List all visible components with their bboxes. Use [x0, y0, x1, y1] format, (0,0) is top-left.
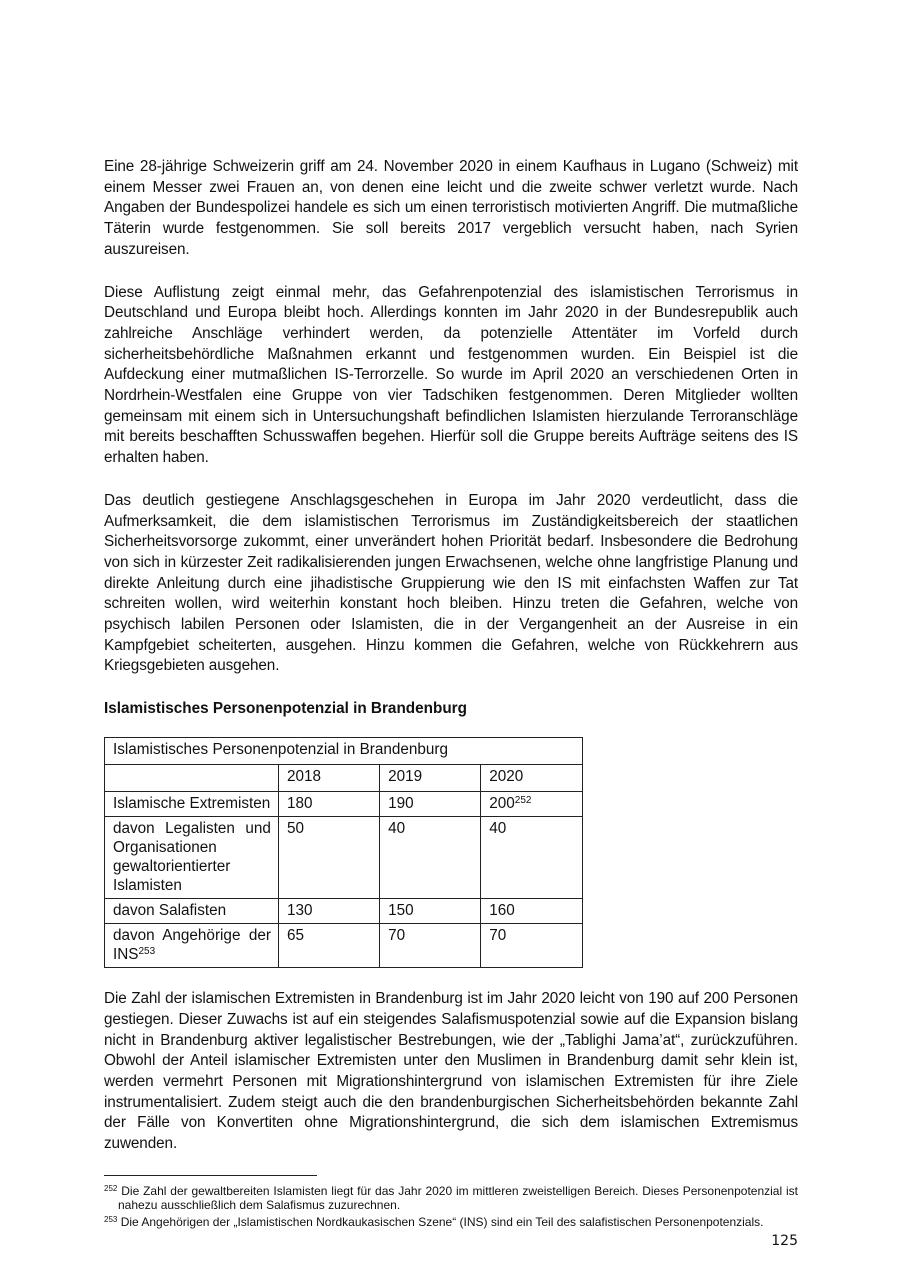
table-row-label — [105, 899, 279, 924]
paragraph-europe-attacks: Das deutlich gestiegene Anschlagsgeschehen in Europa im Jahr 2020 verdeutlicht, dass die Aufmerksamkeit, die dem islamistischen Terrorismus im Zuständigkeitsbereich der staatlichen Sicherheitsvorsorge zukommt, einer unverändert hohen Priorität bedarf. Insbesondere die Bedrohung von sich in kürzester Zeit radikalisierenden jungen Erwachsenen, welche ohne langfristige Planung und direkte Anleitung durch eine jihadistische Gruppierung wie den IS mit einfachsten Waffen zur Tat schreiten wollen, wird weiterhin konstant hoch bleiben. Hinzu treten die Gefahren, welche von psychisch labilen Personen oder Islamisten, die in der Vergangenheit an der Ausreise in ein Kampfgebiet scheiterten, ausgehen. Hinzu kommen die Gefahren, welche von Rückkehrern aus Kriegsgebieten ausgehen. — [104, 491, 798, 675]
section-heading: Islamistisches Personenpotenzial in Brandenburg — [104, 700, 467, 718]
paragraph-brandenburg-extremists: Die Zahl der islamischen Extremisten in Brandenburg ist im Jahr 2020 leicht von 190 auf 200 Personen gestiegen. Dieser Zuwachs ist auf ein steigendes Salafismuspotenzial sowie auf die Expansion bislang nicht in Brandenburg aktiver legalistischer Bestrebungen, wie der „Tablighi Jama’at“, zurückzuführen. Obwohl der Anteil islamischer Extremisten unter den Muslimen in Brandenburg damit sehr klein ist, werden vermehrt Personen mit Migrationshintergrund von islamischen Extremisten für ihre Ziele instrumentalisiert. Zudem steigt auch die den brandenburgischen Sicherheitsbehörden bekannte Zahl der Fälle von Konvertiten ohne Migrationshintergrund, die sich dem islamischen Extremismus zuwenden. — [104, 990, 798, 1153]
table-header-year: 2019 — [380, 765, 481, 792]
document-page — [104, 157, 799, 1250]
cell-value: 200 — [489, 795, 515, 813]
table-row — [105, 924, 583, 968]
footnote-number: 253 — [104, 1214, 118, 1224]
footnote-number: 252 — [104, 1183, 118, 1193]
table-header-empty — [105, 765, 279, 792]
footnote-ref: 253 — [138, 946, 156, 958]
table-cell: 70 — [481, 924, 583, 968]
footnote-ref: 252 — [514, 795, 532, 807]
table-cell: 50 — [278, 817, 379, 899]
footnote-252 — [104, 1184, 798, 1213]
table-header-row — [105, 765, 583, 792]
table-row — [105, 817, 583, 899]
table-row-label — [105, 817, 279, 899]
paragraph-lugano-attack: Eine 28-jährige Schweizerin griff am 24. November 2020 in einem Kaufhaus in Lugano (Schweiz) mit einem Messer zwei Frauen an, von denen eine leicht und die zweite schwer verletzt wurde. Nach Angaben der Bundespolizei handele es sich um einen terroristisch motivierten Angriff. Die mutmaßliche Täterin wurde festgenommen. Sie soll bereits 2017 vergeblich versucht haben, nach Syrien auszureisen. — [104, 158, 798, 258]
row-label-text: davon Salafisten — [113, 902, 227, 920]
table-cell: 70 — [380, 924, 481, 968]
table-caption: Islamistisches Personenpotenzial in Brandenburg — [105, 738, 583, 765]
table-cell: 190 — [380, 792, 481, 817]
table-cell: 40 — [380, 817, 481, 899]
footnote-separator — [104, 1175, 317, 1176]
table-row-label — [105, 924, 279, 968]
row-label-text: Islamische Extremisten — [113, 795, 271, 813]
footnote-253 — [104, 1215, 798, 1230]
row-label-text: davon Angehörige der INS — [113, 927, 271, 964]
table-row — [105, 899, 583, 924]
table-row — [105, 792, 583, 817]
table-cell: 180 — [278, 792, 379, 817]
table-header-year: 2020 — [481, 765, 583, 792]
paragraph-threat-level: Diese Auflistung zeigt einmal mehr, das Gefahrenpotenzial des islamistischen Terrorismus in Deutschland und Europa bleibt hoch. Allerdings konnten im Jahr 2020 in der Bundesrepublik auch zahlreiche Anschläge verhindert werden, da potenzielle Attentäter im Vorfeld durch sicherheitsbehördliche Maßnahmen erkannt und festgenommen wurden. Ein Beispiel ist die Aufdeckung einer mutmaßlichen IS-Terrorzelle. So wurde im April 2020 an verschiedenen Orten in Nordrhein-Westfalen eine Gruppe von vier Tadschiken festgenommen. Deren Mitglieder wollten gemeinsam mit einem sich in Untersuchungshaft befindlichen Islamisten hierzulande Terroranschläge mit bereits beschafften Schusswaffen begehen. Hierfür soll die Gruppe bereits Aufträge seitens des IS erhalten haben. — [104, 283, 798, 467]
table-cell: 150 — [380, 899, 481, 924]
table-cell: 65 — [278, 924, 379, 968]
table-caption-row — [105, 738, 583, 765]
row-label-text: davon Legalisten und Organisationen gewaltorientierter Islamisten — [113, 820, 271, 895]
personenpotenzial-table — [104, 737, 583, 968]
page-number: 125 — [771, 1233, 798, 1250]
table-cell: 40 — [481, 817, 583, 899]
table-row-label — [105, 792, 279, 817]
footnote-text: Die Angehörigen der „Islamistischen Nordkaukasischen Szene“ (INS) sind ein Teil des salafistischen Personenpotenzials. — [120, 1214, 764, 1229]
table-header-year: 2018 — [278, 765, 379, 792]
footnote-text: Die Zahl der gewaltbereiten Islamisten liegt für das Jahr 2020 im mittleren zweistelligen Bereich. Dieses Personenpotenzial ist nahezu ausschließlich dem Salafismus zuzurechnen. — [118, 1183, 799, 1213]
table-cell — [481, 792, 583, 817]
table-cell: 130 — [278, 899, 379, 924]
table-cell: 160 — [481, 899, 583, 924]
